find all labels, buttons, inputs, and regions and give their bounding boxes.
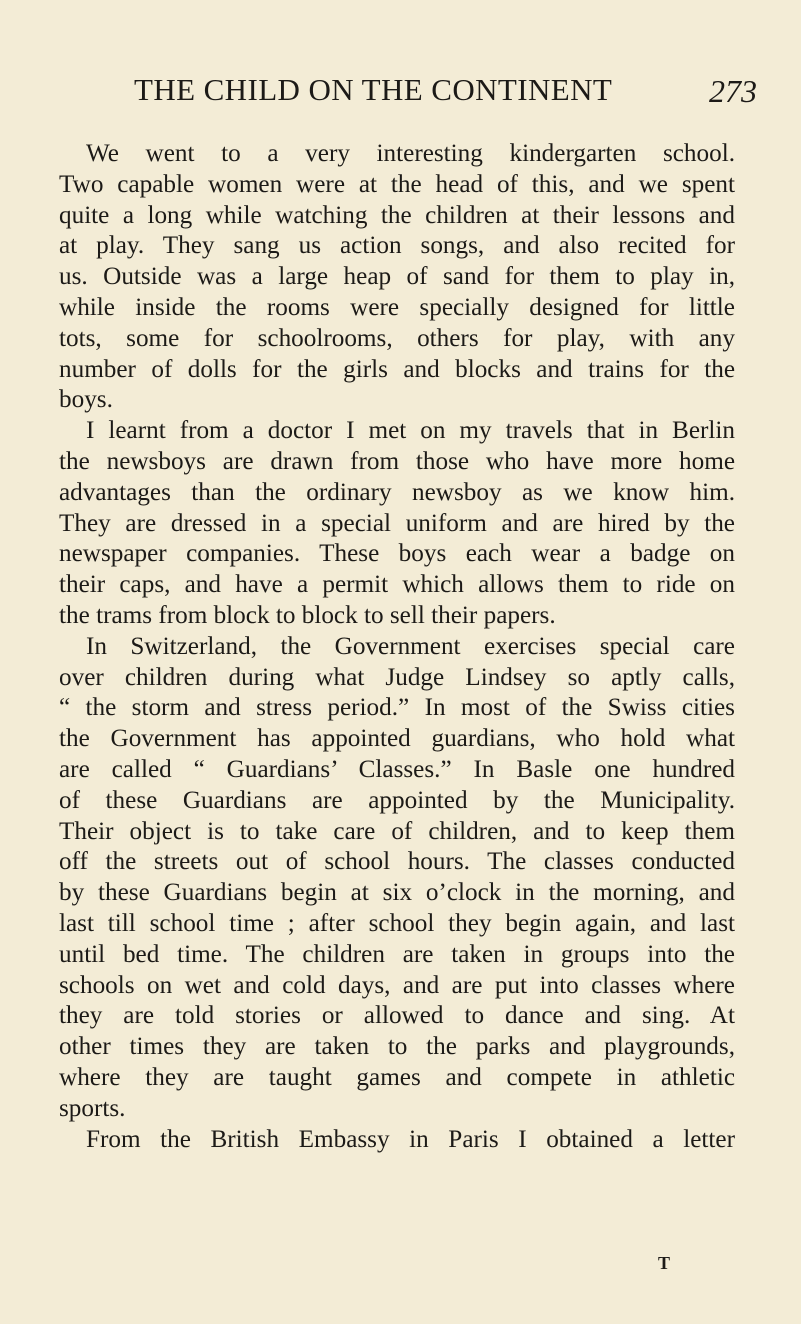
text-line: newspaper companies. These boys each wear a badge on	[59, 540, 735, 568]
text-line: boys.	[59, 386, 113, 414]
text-line: the trams from block to block to sell their papers.	[59, 601, 556, 629]
text-line: “ the storm and stress period.” In most of the Swiss cities	[59, 694, 735, 722]
text-line: us. Outside was a large heap of sand for them to play in,	[59, 263, 735, 291]
text-line: schools on wet and cold days, and are put into classes where	[59, 971, 735, 999]
text-line: quite a long while watching the children at their lessons and	[59, 201, 735, 229]
text-line: of these Guardians are appointed by the Municipality.	[59, 786, 735, 814]
text-line: number of dolls for the girls and blocks and trains for the	[59, 355, 735, 383]
text-line: From the British Embassy in Paris I obtained a letter	[86, 1125, 735, 1153]
text-line: Two capable women were at the head of this, and we spent	[59, 170, 735, 198]
text-line: Their object is to take care of children, and to keep them	[59, 817, 735, 845]
text-line: In Switzerland, the Government exercises special care	[86, 632, 735, 660]
text-line: are called “ Guardians’ Classes.” In Basle one hundred	[59, 755, 735, 783]
text-line: the Government has appointed guardians, who hold what	[59, 725, 735, 753]
text-line: We went to a very interesting kindergarten school.	[86, 140, 735, 167]
text-line: the newsboys are drawn from those who have more home	[59, 447, 735, 475]
text-line: while inside the rooms were specially designed for little	[59, 293, 735, 321]
running-head	[60, 70, 760, 110]
running-title: THE CHILD ON THE CONTINENT	[134, 72, 613, 107]
body-text	[59, 139, 735, 1155]
text-line: by these Guardians begin at six o’clock in the morning, and	[59, 879, 735, 907]
text-line: off the streets out of school hours. The classes conducted	[59, 848, 735, 876]
text-line: other times they are taken to the parks and playgrounds,	[59, 1033, 735, 1061]
text-line: I learnt from a doctor I met on my travels that in Berlin	[86, 417, 735, 445]
text-line: over children during what Judge Lindsey so aptly calls,	[59, 663, 735, 691]
text-line: tots, some for schoolrooms, others for play, with any	[59, 324, 735, 352]
text-line: their caps, and have a permit which allows them to ride on	[59, 571, 735, 599]
page-number: 273	[709, 73, 757, 109]
text-line: sports.	[59, 1094, 126, 1122]
text-line: They are dressed in a special uniform and are hired by the	[59, 509, 735, 537]
text-line: at play. They sang us action songs, and also recited for	[59, 232, 735, 260]
text-line: advantages than the ordinary newsboy as we know him.	[59, 478, 735, 506]
text-line: until bed time. The children are taken in groups into the	[59, 940, 735, 968]
text-line: where they are taught games and compete in athletic	[59, 1063, 735, 1091]
signature-mark: T	[658, 1253, 671, 1273]
text-line: last till school time ; after school they begin again, and last	[59, 909, 735, 937]
text-line: they are told stories or allowed to dance and sing. At	[59, 1002, 735, 1030]
